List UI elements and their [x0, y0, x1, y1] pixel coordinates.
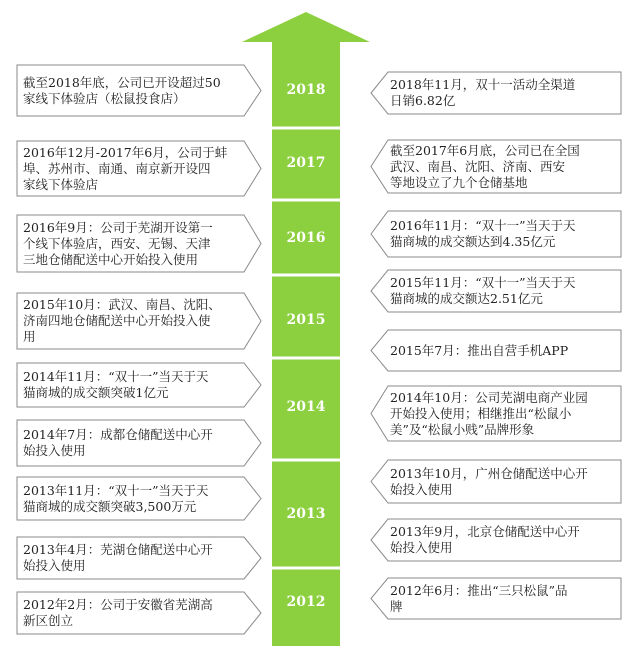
year-divider — [272, 459, 340, 462]
year-label: 2015 — [286, 312, 326, 328]
right-event-text: 截至2017年6月底，公司已在全国 武汉、南昌、沈阳、济南、西安 等地设立了九个仓储基地 — [390, 142, 580, 190]
year-label: 2017 — [286, 155, 326, 171]
left-event-text: 2016年9月：公司于芜湖开设第一 个线下体验店，西安、无锡、天津 三地仓储配送中心开始投入使用 — [23, 219, 213, 267]
left-event-text: 2015年10月：武汉、南昌、沈阳、 济南四地仓储配送中心开始投入使 用 — [23, 297, 221, 344]
year-label: 2013 — [286, 506, 326, 522]
year-divider — [272, 567, 340, 570]
right-event-text: 2015年7月：推出自营手机APP — [390, 342, 569, 358]
right-event-text: 2015年11月：“双十一”当天于天 猫商城的成交额达2.51亿元 — [390, 275, 576, 306]
right-event-text: 2013年9月，北京仓储配送中心开 始投入使用 — [390, 524, 580, 555]
year-divider — [272, 127, 340, 130]
year-label: 2014 — [286, 399, 326, 415]
left-event-text: 2016年12月-2017年6月，公司于蚌 埠、苏州市、南通、南京新开设四 家线下体验店 — [23, 144, 228, 192]
right-event-text: 2013年10月，广州仓储配送中心开 始投入使用 — [390, 465, 588, 497]
right-event-text: 2012年6月：推出“三只松鼠”品 牌 — [390, 582, 568, 614]
right-event-text: 2016年11月：“双十一”当天于天 猫商城的成交额达到4.35亿元 — [390, 218, 576, 249]
left-event-text: 2014年11月：“双十一”当天于天 猫商城的成交额突破1亿元 — [23, 369, 209, 400]
year-label: 2016 — [286, 230, 326, 246]
left-event-text: 截至2018年底，公司已开设超过50 家线下体验店（松鼠投食店） — [23, 74, 221, 106]
year-divider — [272, 357, 340, 360]
year-divider — [272, 274, 340, 277]
right-event-text: 2014年10月：公司芜湖电商产业园 开始投入使用；相继推出“松鼠小 美”及“松鼠小贱”品牌形象 — [390, 389, 588, 437]
right-event-text: 2018年11月，双十一活动全渠道 日销6.82亿 — [390, 77, 576, 108]
year-label: 2018 — [286, 82, 326, 98]
left-event-text: 2014年7月：成都仓储配送中心开 始投入使用 — [23, 427, 213, 458]
year-divider — [272, 199, 340, 202]
left-event-text: 2013年11月：“双十一”当天于天 猫商城的成交额突破3,500万元 — [23, 482, 209, 514]
left-event-text: 2013年4月：芜湖仓储配送中心开 始投入使用 — [23, 542, 213, 573]
left-event-text: 2012年2月：公司于安徽省芜湖高 新区创立 — [23, 597, 213, 628]
year-label: 2012 — [286, 594, 326, 610]
